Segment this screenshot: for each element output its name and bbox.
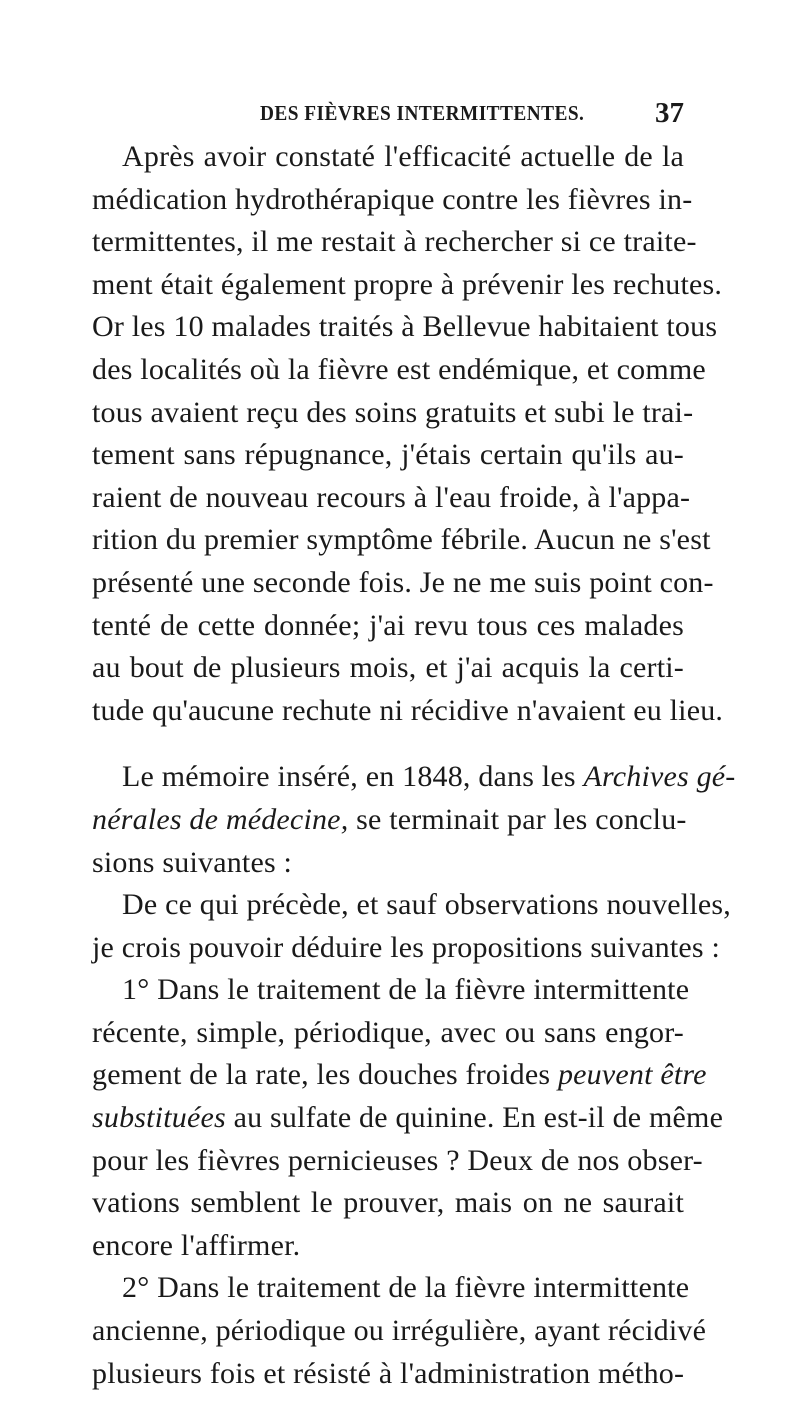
paragraph-4 bbox=[92, 969, 724, 1267]
text-line: vations semblent le prouver, mais on ne saurait bbox=[92, 1186, 684, 1220]
text-line: raient de nouveau recours à l'eau froide, à l'appa- bbox=[92, 480, 691, 514]
text-run: au sulfate de quinine. En est-il de même bbox=[225, 1101, 724, 1135]
text-line: présenté une seconde fois. Je ne me suis point con- bbox=[92, 565, 714, 599]
text-line: Or les 10 malades traités à Bellevue habitaient tous bbox=[92, 310, 718, 344]
paragraph-3 bbox=[92, 884, 731, 969]
text-line: tude qu'aucune rechute ni récidive n'avaient eu lieu. bbox=[92, 693, 724, 727]
text-line: tous avaient reçu des soins gratuits et subi le trai- bbox=[92, 395, 694, 429]
text-line: tenté de cette donnée; j'ai revu tous ces malades bbox=[92, 608, 684, 642]
text-line: encore l'affirmer. bbox=[92, 1228, 301, 1262]
italic-title: nérales de médecine, bbox=[92, 802, 349, 836]
text-run: gement de la rate, les douches froides bbox=[92, 1058, 558, 1092]
italic-phrase: peuvent être bbox=[557, 1058, 707, 1092]
body-text bbox=[92, 136, 736, 1395]
text-line: termittentes, il me restait à rechercher si ce traite- bbox=[92, 225, 697, 259]
text-run: se terminait par les conclu- bbox=[348, 802, 687, 836]
text-line: des localités où la fièvre est endémique, et comme bbox=[92, 352, 706, 386]
text-line: ment était également propre à prévenir les rechutes. bbox=[92, 267, 723, 301]
text-line: ancienne, périodique ou irrégulière, ayant récidivé bbox=[92, 1314, 707, 1348]
text-line: je crois pouvoir déduire les propositions suivantes : bbox=[92, 930, 721, 964]
text-line: 1° Dans le traitement de la fièvre intermittente bbox=[122, 973, 690, 1007]
text-line: Après avoir constaté l'efficacité actuelle de la bbox=[122, 140, 684, 173]
paragraph-2 bbox=[92, 756, 736, 884]
page-number: 37 bbox=[655, 97, 684, 129]
text-line: récente, simple, périodique, avec ou sans engor- bbox=[92, 1015, 684, 1049]
italic-title: Archives gé- bbox=[583, 760, 736, 794]
text-line: médication hydrothérapique contre les fièvres in- bbox=[92, 182, 693, 216]
text-line: plusieurs fois et résisté à l'administration métho- bbox=[92, 1356, 685, 1390]
text-line: sions suivantes : bbox=[92, 845, 293, 879]
text-line: pour les fièvres pernicieuses ? Deux de nos obser- bbox=[92, 1143, 703, 1177]
text-line: De ce qui précède, et sauf observations nouvelles, bbox=[122, 888, 731, 922]
paragraph-5 bbox=[92, 1267, 707, 1395]
text-line: 2° Dans le traitement de la fièvre intermittente bbox=[122, 1271, 690, 1305]
text-line bbox=[92, 756, 736, 799]
text-line bbox=[92, 1097, 724, 1140]
text-line: rition du premier symptôme fébrile. Aucun ne s'est bbox=[92, 523, 711, 557]
text-line: au bout de plusieurs mois, et j'ai acquis la certi- bbox=[92, 651, 684, 685]
text-line bbox=[92, 799, 687, 842]
italic-phrase: substituées bbox=[92, 1101, 226, 1135]
text-line bbox=[92, 1054, 707, 1097]
text-line: tement sans répugnance, j'étais certain qu'ils au- bbox=[92, 438, 684, 472]
text-run: Le mémoire inséré, en 1848, dans les bbox=[122, 760, 584, 794]
paragraph-1 bbox=[92, 136, 724, 732]
running-title: DES FIÈVRES INTERMITTENTES. bbox=[260, 101, 585, 125]
running-header bbox=[92, 97, 684, 131]
